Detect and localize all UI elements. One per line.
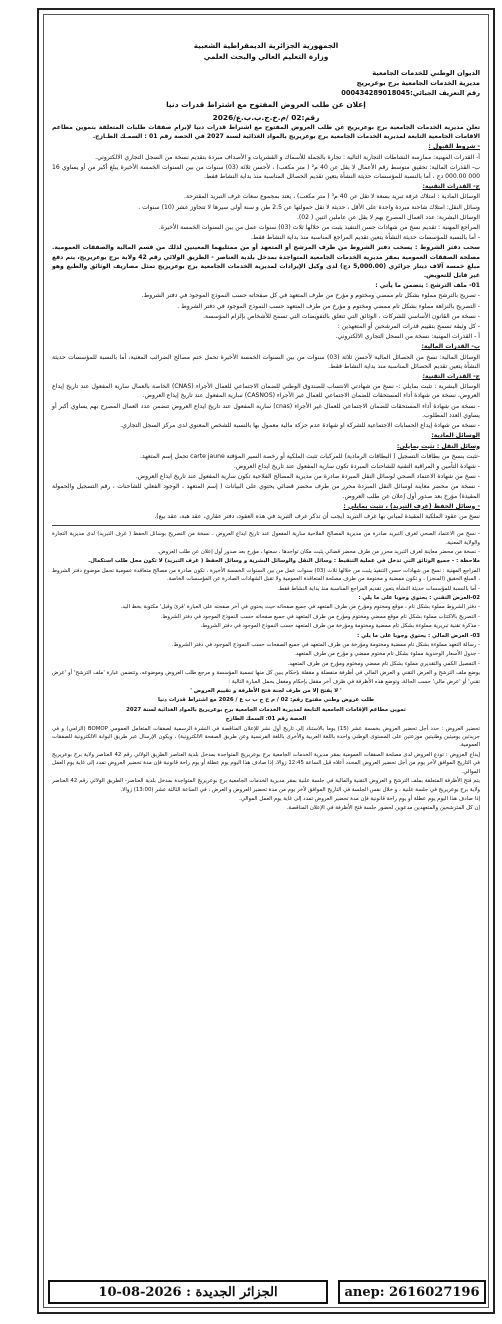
body-paragraph: ب- القدرات المالية:	[421, 343, 480, 351]
body-paragraph: - شهادة التأمين و المراقبة التقنية للشاحنات المبردة تكون سارية المفعول عند تاريخ ايداع العروض.	[233, 462, 480, 470]
lower-paragraph: طلب عروض وطني مفتوح رقم: 02 / م خ ج ب ب ع / 2026 مع اشتراط قدرات دنيا	[157, 697, 375, 704]
body-paragraph: - نسخة من شهادة أداء المستحقات للضمان الاجتماعي للعمال غير الأجراء (cnas) سارية المفعول عند تاريخ ايداع العروض تتضمن عدد العمال المصرح بهم يساوي أكبر أو يساوي العدد المطلوب.	[52, 402, 480, 419]
body-paragraph: - شروط القبول :	[428, 143, 480, 151]
notice-number: رقم:02 /م.خ.ج.ب.ب.ع/2026	[212, 112, 320, 122]
lower-paragraph: 03- العرض المالي : يحتوي وجوبا على ما يلي :	[357, 632, 480, 639]
directorate-name: مديرية الخدمات الجامعية برج بوعريريج	[356, 79, 480, 87]
notice-content	[52, 40, 480, 814]
body-paragraph: -تثبت بنسخ من بطاقات التسجيل ( البطاقات الرمادية) للمركبات تثبت الملكية أو رخصة السير المؤقتة carte jaune تحمل إسم المتعهد.	[139, 452, 480, 460]
body-paragraph: ج- القدرات التقنية:	[422, 373, 480, 381]
lower-paragraph: ' لا يفتح إلا من طرف لجنة فتح الأظرفة و تقييم العروض '	[190, 688, 342, 695]
lower-paragraph: - التصريح بالاكتتاب مملوء بشكل تام موقع ممضي ومختوم ومؤرخ من طرف المتعهد في جميع صفحاته حسب النموذج الموجود في دفتر الشروط.	[160, 613, 480, 620]
notice-lower-body	[52, 530, 480, 813]
body-paragraph: ب- القدرات المالية: تحقيق متوسط رقم الأعمال لا يقل عن 40 م² ( متر مكعب) ، لأحسن ثلاثة (03) سنوات من بين السنوات الخمسة الأخيرة يبلغ أكبر من أو يساوي 16 000 000.00 دج ، أما بالنسبة للمؤسسات حديثة النشأة يتعين تقديم الحصائل المناسبة منذ بداية النشاط فقط.	[52, 163, 480, 181]
body-paragraph: - أما بالنسبة للمؤسسات حديثة النشأة يتعين تقديم المراجع المناسبة منذ بداية النشاط فقط.	[251, 234, 480, 242]
ministry-heading: وزارة التعليم العالي والبحث العلمي	[203, 52, 329, 61]
body-paragraph: تعلن مديرية الخدمات الجامعية برج بوعريريج عن طلب العروض المفتوح مع اشتراط قدرات دنيا لإبرام صفقات طلبات المتعلقة بتموين مطاعم الاقامات الجامعية التابعة لمديرية الخدمات الجامعية برج بوعريريج بالمواد الغذائية لسنة 2027 في الحصة رقم 01 : السمـك الطـازج.	[52, 124, 480, 141]
body-paragraph: أ - القدرات المهنية: نسخة من السجل التجاري الالكتروني.	[335, 333, 480, 341]
lower-paragraph: إن كل المترشحين والمتعهدين مدعوين لحضور جلسة فتح الأظرفة في الإعلان المناقصة.	[286, 805, 480, 812]
lower-paragraph: يوضع ملف الترشح و العرض التقني و العرض المالي في أظرفة منفصلة و مقفلة بإحكام يبين كل منها تسمية المؤسسة و مرجع طلب العروض وموضوعه، وتتضمن عبارة 'ملف الترشح' أو 'عرض تقني' أو 'عرض مالي' حسب الحالة، وتوضع هذه الأظرفة في ظرف آخر مقفل بإحكام ومغفل يحمل العبارة التالية :	[52, 670, 480, 685]
lower-paragraph: تحضير العروض : حدد أجل تحضير العروض بخمسة عشر (15) يوما بالاستناد إلى تاريخ أول نشر للإعلان المناقصة في النشرة الرسمية لصفقات المتعامل العمومي BOMOP (الزامي) و في جريدتين يوميتين وطنيتين موزعتين على المستوى الوطني واحدة باللغة العربية والأخرى باللغة الفرنسية وعن طريق الصفحة الالكترونية) ، ويكون الإرسال عبر طريق البوابة الالكترونية للصفقات العمومية.	[52, 725, 481, 749]
body-paragraph: 01- ملف الترشح : يتضمن ما يأتي :	[375, 282, 480, 290]
lower-paragraph: - رسالة التعهد مملوءة بشكل تام ممضية ومختومة ومؤرخة من طرف المتعهد في جميع الصفحات حسب النموذج الموجود في دفتر الشروط.	[171, 642, 480, 648]
lower-paragraph: - جدول الأسعار الوحدوية مملوء بشكل تام مختوم ممضي و مؤرخ من طرف المتعهد.	[294, 651, 480, 658]
body-paragraph: الوسائل المادية:	[431, 432, 480, 440]
body-paragraph: - التصريح بالنزاهة مملوء بشكل تام ممضي ومختوم و مؤرخ من طرف المتعهد حسب النموذج الموجود في دفتر الشروط .	[177, 302, 480, 310]
lower-paragraph: إذا صادف هذا اليوم يوم عطلة أو يوم راحة قانونية فإن مدة تحضير العروض تمدد إلى غاية يوم العمل الموالي.	[239, 795, 480, 802]
republic-heading: الجمهورية الجزائرية الديمقراطية الشعبية	[193, 41, 339, 50]
lower-paragraph: - مذكرة تقنية تبريرية مملوءة بشكل تام ممضية ومختومة ومؤرخة من طرف المتعهد حسب النموذج الموجود في دفتر الشروط.	[200, 623, 480, 630]
body-paragraph: أ- القدرات المهنية: ممارسة النشاطات التجارية التالية : تجارة بالجملة للأسماك و القشريات و الأصداف مبردة بتقديم نسخة من السجل التجاري الالكتروني.	[95, 153, 480, 161]
tax-id: رقم التعريف الجبائي:000434289018045	[341, 89, 480, 97]
body-paragraph: وسائل النقل: امتلاك شاحنة مبردة واحدة على الأقل ، حديثة لا تقل حمولتها عن 2.5 طن و سنة أولى سيرها لا تتجاوز عشر (10) سنوات .	[138, 203, 480, 211]
body-paragraph: - وسائل الحفظ (غرف التبريد) ، تثبت بمايلي :	[343, 502, 480, 510]
office-name: الديوان الوطني للخدمات الجامعية	[372, 69, 480, 77]
section-divider	[52, 525, 480, 526]
lower-paragraph: - دفتر الشروط مملوء بشكل تام ، موقع ومختوم ومؤرخ من طرف المتعهد في جميع صفحاته حيث يحتوي في آخر صفحته على العبارة 'قرئ وقبل' مكتوبة بخط اليد.	[120, 604, 480, 611]
body-paragraph: - كل وثيقة تسمح بتقييم قدرات المرشحين أو المتعهدين :	[337, 323, 480, 331]
lower-paragraph: - أما بالنسبة للمؤسسات حديثة النشأة يتعين تقديم المراجع المناسبة منذ بداية النشاط فقط.	[277, 585, 480, 592]
body-paragraph: الوسائل المادية : امتلاك غرفة تبريد بسعة لا تقل عن 40 م³ ( متر مكعب) ، يعتد بمجموع سعات غرف التبريد المقترحة.	[184, 193, 480, 201]
body-paragraph: - نسخة من القانون الأساسي للشركات ، الوثائق التي تتعلق بالتفويضات التي تسمح للأشخاص بإلزام المؤسسة.	[203, 312, 480, 320]
body-paragraph: - تصريح بالترشح مملوء بشكل تام ممضي ومختوم و مؤرخ من طرف المتعهد في كل صفحاته حسب النموذج الموجود في دفتر الشروط.	[141, 292, 480, 300]
lower-paragraph: يتم فتح الأظرفة المتعلقة بملف الترشح و العروض التقنية والمالية في جلسة علنية بمقر مديرية الخدمات الجامعية برج بوعريريج المتواجدة بمدخل بلدية العناصر- الطريق الولائي رقم 42 العناصر ولاية برج بوعريريج في جلسة علنية ، و خلال نفس الجلسة في التاريخ الموافق لآخر يوم من مدة تحضير العروض و العرض ، في الساعة الثالثة عشر (13:00) زوالا.	[52, 778, 480, 793]
body-paragraph: - نسخة من محضر معاينة لوسائل النقل المبردة محرر من طرف محضر قضائي يحتوي على البيانات ( إسم المتعهد ، الوجود الفعلي للشاحنات ، رقم التسجيل والحمولة المقيدة) مؤرخ بعد صدور أول إعلان عن طلب العروض.	[52, 483, 480, 500]
newspaper-date-box: الجزائر الجديدة : 2026-08-10	[48, 1280, 328, 1304]
body-paragraph: الوسائل البشرية: عدد العمال المصرح بهم لا يقل عن عاملين اثنين ( 02).	[296, 213, 480, 221]
lower-paragraph: - نسخ من الاعتماد الصحي لغرف التبريد صادرة من مديرية المصالح الفلاحية سارية المفعول عند تاريخ ايداع العروض ، نسخة من التصريح بوسائل الحفظ ( غرف التبريد) لدى مديرية التجارة والولاية المعنية.	[52, 531, 480, 546]
lower-paragraph: المراجع المهنية : نسخ من شهادات حسن التنفيذ يثبت من خلالها ثلاث (03) سنوات عمل من بين السنوات الخمسة الأخيرة ، تكون صادرة من مصالح متعاقدة عمومية تحمل موضوع دفتر الشروط ، المبلغ الحقيق (المنجز) ، و تكون ممضية و مختومة من طرف مصلحة المتعاقدة العمومية ولا تقبل الشهادات الصادرة عن المؤسسات الخاصة.	[52, 567, 480, 583]
notice-body	[52, 123, 480, 521]
lower-paragraph: إيداع العروض : تودع العروض لدى مصلحة الصفقات العمومية بمقر مديرية الخدمات الجامعية برج بوعريريج المتواجدة بمدخل بلدية العناصر الطريق الولائي رقم 42 العناصر ولاية برج بوعريريج في التاريخ الموافق لآخر يوم من أجل تحضير العروض المحدد أعلاه قبل الساعة 12:45 زوالا، إذا صادف هذا اليوم يوم عطلة أو يوم راحة قانونية فإن مدة تحضير العروض تمدد إلى غاية يوم العمل الموالي.	[52, 751, 480, 775]
lower-paragraph: تموين مطاعم الإقامات الجامعية التابعة لمديرية الخدمات الجامعية برج بوعريريج بالمواد الغذائية لسنة 2027	[126, 706, 406, 713]
body-paragraph: سحب دفتر الشروط : يسحب دفتر الشروط من طرف المرشح أو المتعهد أو من ممثليهما المعينين لذلك من قسم المالية والصفقات العمومية. مصلحة الصفقات العمومية بمقر مديرية الخدمات الجامعية المتواجدة بمدخل بلدية العناصر - الطريق الولائي رقم 42 ولاية برج بوعريريج، يتم دفع مبلغ خمسة آلاف دينار جزائري (5,000.00 دج) لدى وكيل الإيرادات لمديرية الخدمات الجامعية برج بوعريريج تمثل مصاريف الوثائق والطبع وهو غير قابل للتعويض.	[52, 244, 480, 280]
notice-title: إعلان عن طلب العروض المفتوح مع اشتراط قدرات دنيا	[166, 100, 366, 109]
lower-paragraph: - نسخة من محضر معاينة لغرف التبريد محرر من طرف محضر قضائي يثبت مكان تواجدها ، سعتها ، مؤرخ بعد صدور أول إعلان عن طلب العروض.	[157, 548, 480, 555]
body-paragraph: نسخ من عقود الملكية المقيدة لمباني بها غرف التبريد (يجب أن تذكر غرف التبريد في هذه العقود، دفتر عقاري، عقد هبة، عقد بيع).	[154, 512, 480, 520]
body-paragraph: - نسخة من شهادة إيداع الحسابات الاجتماعية للشركة او شهادة عدم حركة مالية معمول بها بالنسبة للشخص المعنوي لدى مركز السجل التجاري.	[120, 422, 480, 430]
body-paragraph: - نسخ من شهادة الاعتماد الصحي لوسائل النقل المبردة صادرة من مديرية المصالح الفلاحية تكون سارية المفعول عند تاريخ ايداع العروض.	[135, 473, 480, 481]
body-paragraph: المراجع المهنية : تقديم نسخ من شهادات حسن التنفيذ يثبت من خلالها ثلاث (03) سنوات عمل من بين السنوات الخمسة الأخيرة.	[158, 224, 480, 232]
lower-paragraph: - التفصيل الكمي والتقديري مملوء بشكل تام ممضي ومختوم ومؤرخ من طرف المتعهد.	[287, 660, 480, 667]
lower-paragraph: الحصة رقم 01: السمك الطازج	[225, 716, 307, 723]
body-paragraph: وسائل النقل : تثبت بمايلي:	[396, 442, 480, 450]
body-paragraph: الوسائل المالية: نسخ من الحصائل المالية لأحسن ثلاثة (03) سنوات من بين السنوات الخمسة الأخيرة تحمل ختم مصالح الضرائب المعنية، أما بالنسبة للمؤسسات حديثة النشأة يتعين تقديم الحصائل المناسبة منذ بداية النشاط فقط.	[52, 353, 480, 370]
body-paragraph: ج- القدرات التقنية:	[422, 183, 480, 191]
lower-paragraph: ملاحظة : - جميع الوثائق التي تدخل في عملية التنقيط : وسائل النقل والوسائل البشرية و وسائل الحفظ ( غرف التبريد) لا تكون محل طلب استكمال.	[88, 558, 480, 565]
anep-reference-box: anep: 2616027196	[338, 1280, 486, 1304]
lower-paragraph: 02-العرض التقني : يحتوي وجوبا على ما يلي :	[358, 594, 480, 601]
body-paragraph: الوسائل البشرية : تثبت بمايلي :- نسخ من شهادتي الانتساب للصندوق الوطني للضمان الاجتماعي للعمال الأجراء (CNAS) الخاصة بالعمال سارية المفعول عند تاريخ إيداع العروض، نسخة من شهادة أداء المستحقات للضمان الاجتماعي للعمال غير الأجراء (CASNOS) سارية المفعول عند تاريخ إيداع العروض.	[52, 383, 480, 400]
notice-footer	[48, 1280, 486, 1306]
